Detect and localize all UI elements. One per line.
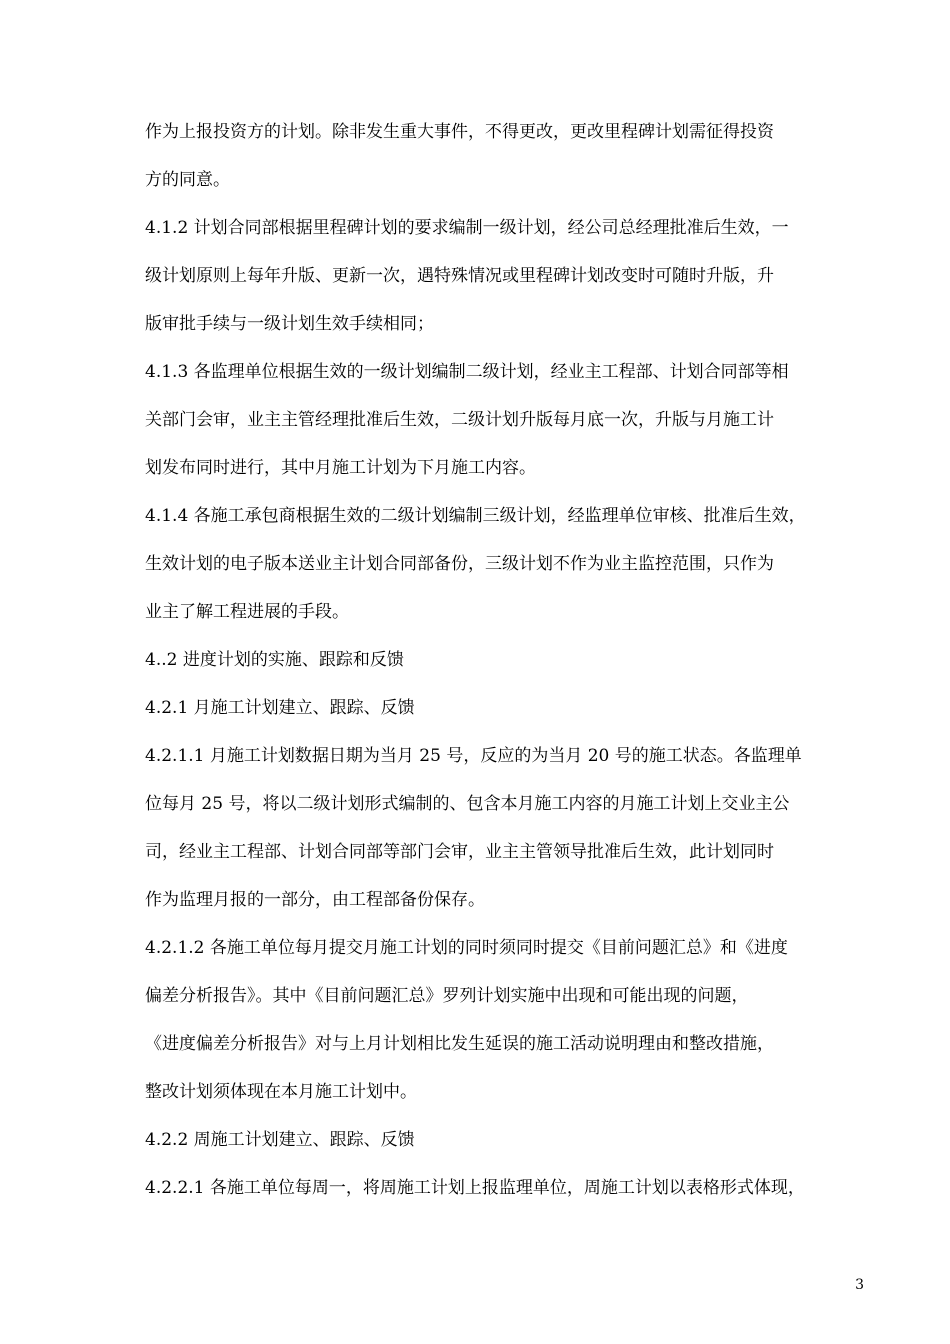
text-line: 司，经业主工程部、计划合同部等部门会审，业主主管领导批准后生效，此计划同时 xyxy=(145,842,774,862)
text-line: 位每月 25 号，将以二级计划形式编制的、包含本月施工内容的月施工计划上交业主公 xyxy=(145,794,790,814)
text-line: 4.2.2.1 各施工单位每周一，将周施工计划上报监理单位，周施工计划以表格形式体现， xyxy=(145,1178,805,1198)
text-line: 偏差分析报告》。其中《目前问题汇总》罗列计划实施中出现和可能出现的问题， xyxy=(145,986,749,1006)
text-line: 《进度偏差分析报告》对与上月计划相比发生延误的施工活动说明理由和整改措施， xyxy=(145,1034,774,1054)
section-heading: 4.2.1 月施工计划建立、跟踪、反馈 xyxy=(145,698,415,718)
text-line: 作为上报投资方的计划。除非发生重大事件，不得更改，更改里程碑计划需征得投资 xyxy=(145,122,774,142)
text-line: 业主了解工程进展的手段。 xyxy=(145,602,349,622)
text-line: 4.2.1.1 月施工计划数据日期为当月 25 号，反应的为当月 20 号的施工状态。各监理单 xyxy=(145,746,802,766)
text-line: 方的同意。 xyxy=(145,170,230,190)
section-heading: 4.2.2 周施工计划建立、跟踪、反馈 xyxy=(145,1130,415,1150)
text-line: 整改计划须体现在本月施工计划中。 xyxy=(145,1082,417,1102)
text-line: 4.1.4 各施工承包商根据生效的二级计划编制三级计划，经监理单位审核、批准后生效， xyxy=(145,506,806,526)
text-line: 作为监理月报的一部分，由工程部备份保存。 xyxy=(145,890,485,910)
page-number: 3 xyxy=(855,1277,864,1293)
text-line: 4.1.3 各监理单位根据生效的一级计划编制二级计划，经业主工程部、计划合同部等相 xyxy=(145,362,789,382)
text-line: 版审批手续与一级计划生效手续相同； xyxy=(145,314,434,334)
section-heading: 4..2 进度计划的实施、跟踪和反馈 xyxy=(145,650,404,670)
text-line: 划发布同时进行，其中月施工计划为下月施工内容。 xyxy=(145,458,536,478)
text-line: 4.2.1.2 各施工单位每月提交月施工计划的同时须同时提交《目前问题汇总》和《进度 xyxy=(145,938,788,958)
text-line: 级计划原则上每年升版、更新一次，遇特殊情况或里程碑计划改变时可随时升版，升 xyxy=(145,266,774,286)
text-line: 关部门会审，业主主管经理批准后生效，二级计划升版每月底一次，升版与月施工计 xyxy=(145,410,774,430)
text-line: 生效计划的电子版本送业主计划合同部备份，三级计划不作为业主监控范围，只作为 xyxy=(145,554,774,574)
text-line: 4.1.2 计划合同部根据里程碑计划的要求编制一级计划，经公司总经理批准后生效，一 xyxy=(145,218,789,238)
